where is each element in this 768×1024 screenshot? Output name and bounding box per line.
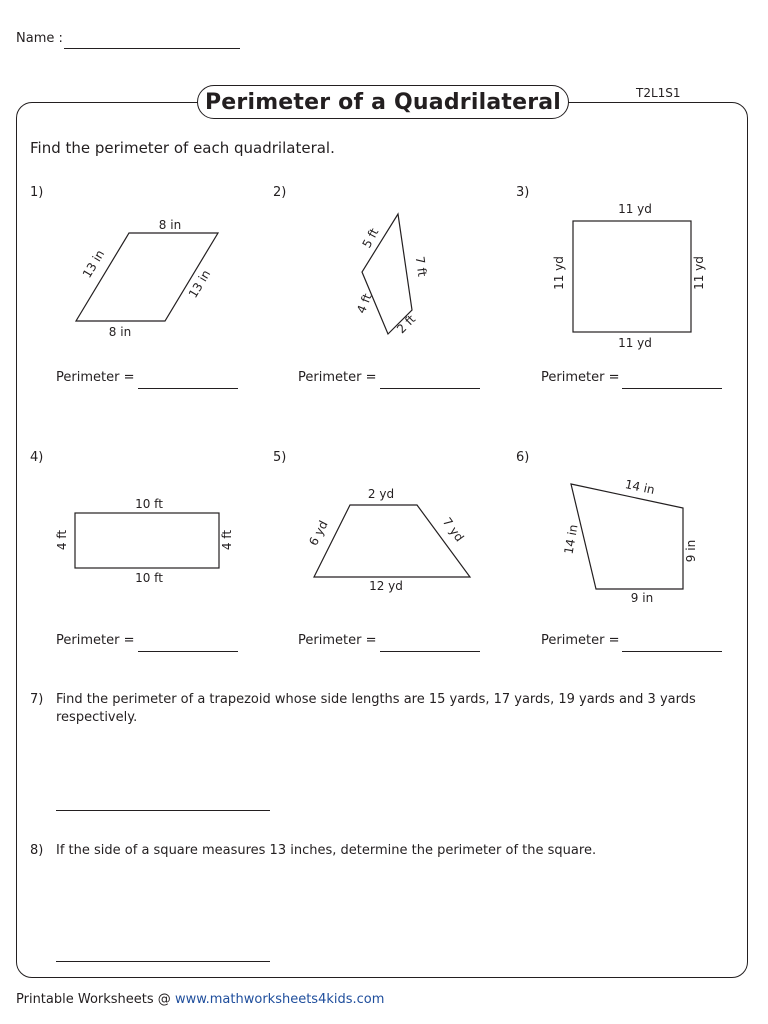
- perimeter-answer-line[interactable]: [380, 651, 480, 652]
- page-title: Perimeter of a Quadrilateral: [204, 89, 562, 115]
- figure-label: 10 ft: [135, 571, 163, 585]
- figure-label: 9 in: [684, 539, 698, 563]
- figure-label: 7 ft: [412, 255, 430, 278]
- word-problem-answer-line[interactable]: [56, 961, 270, 962]
- figure-label: 8 in: [108, 325, 132, 339]
- figure-label: 8 in: [158, 218, 182, 232]
- figure-label: 14 in: [623, 477, 656, 498]
- word-problem-answer-line[interactable]: [56, 810, 270, 811]
- problem-number-2: 2): [273, 185, 287, 200]
- figure-label: 5 ft: [359, 225, 382, 251]
- perimeter-label: Perimeter =: [298, 633, 377, 648]
- perimeter-answer-line[interactable]: [622, 651, 722, 652]
- perimeter-label: Perimeter =: [298, 370, 377, 385]
- perimeter-answer-line[interactable]: [138, 388, 238, 389]
- figure-label: 11 yd: [618, 336, 652, 350]
- figure-label: 4 ft: [55, 529, 69, 551]
- problem-number-4: 4): [30, 450, 44, 465]
- perimeter-answer-line[interactable]: [138, 651, 238, 652]
- perimeter-label: Perimeter =: [541, 633, 620, 648]
- figure-label: 2 ft: [394, 312, 419, 337]
- figure-label: 14 in: [561, 523, 581, 556]
- footer-link[interactable]: www.mathworksheets4kids.com: [174, 992, 385, 1007]
- problem-number-6: 6): [516, 450, 530, 465]
- footer-prefix: Printable Worksheets @: [16, 992, 175, 1007]
- figure-label: 4 ft: [354, 291, 375, 316]
- problem-number-1: 1): [30, 185, 44, 200]
- figure-label: 11 yd: [552, 256, 566, 290]
- figure-label: 13 in: [79, 247, 108, 281]
- word-problem-line: respectively.: [56, 710, 138, 725]
- figure-label: 12 yd: [369, 579, 403, 593]
- figure-label: 6 yd: [306, 518, 331, 549]
- figure-label: 2 yd: [367, 487, 395, 501]
- square-shape: [573, 221, 691, 332]
- rectangle-shape: [75, 513, 219, 568]
- word-problem-text: [56, 691, 716, 727]
- figure-label: 9 in: [630, 591, 654, 605]
- perimeter-label: Perimeter =: [541, 370, 620, 385]
- quadrilateral-shape-6: [571, 484, 683, 589]
- word-problem-number: 7): [30, 692, 44, 707]
- footer: [16, 992, 384, 1007]
- perimeter-answer-line[interactable]: [380, 388, 480, 389]
- perimeter-label: Perimeter =: [56, 370, 135, 385]
- figure-label: 11 yd: [618, 202, 652, 216]
- name-label: Name :: [16, 31, 63, 46]
- instructions: Find the perimeter of each quadrilateral.: [30, 139, 335, 157]
- word-problem-text: If the side of a square measures 13 inches, determine the perimeter of the square.: [56, 843, 597, 858]
- figure-label: 11 yd: [692, 256, 706, 290]
- word-problem-line: Find the perimeter of a trapezoid whose side lengths are 15 yards, 17 yards, 19 yards and 3 yards: [56, 692, 696, 707]
- problem-number-5: 5): [273, 450, 287, 465]
- perimeter-label: Perimeter =: [56, 633, 135, 648]
- figure-label: 10 ft: [135, 497, 163, 511]
- figure-label: 7 yd: [439, 514, 467, 545]
- figure-label: 4 ft: [220, 529, 234, 551]
- figure-label: 13 in: [185, 267, 214, 301]
- trapezoid-shape: [314, 505, 470, 577]
- perimeter-answer-line[interactable]: [622, 388, 722, 389]
- word-problem-number: 8): [30, 843, 44, 858]
- problem-number-3: 3): [516, 185, 530, 200]
- worksheet-code: T2L1S1: [636, 86, 681, 100]
